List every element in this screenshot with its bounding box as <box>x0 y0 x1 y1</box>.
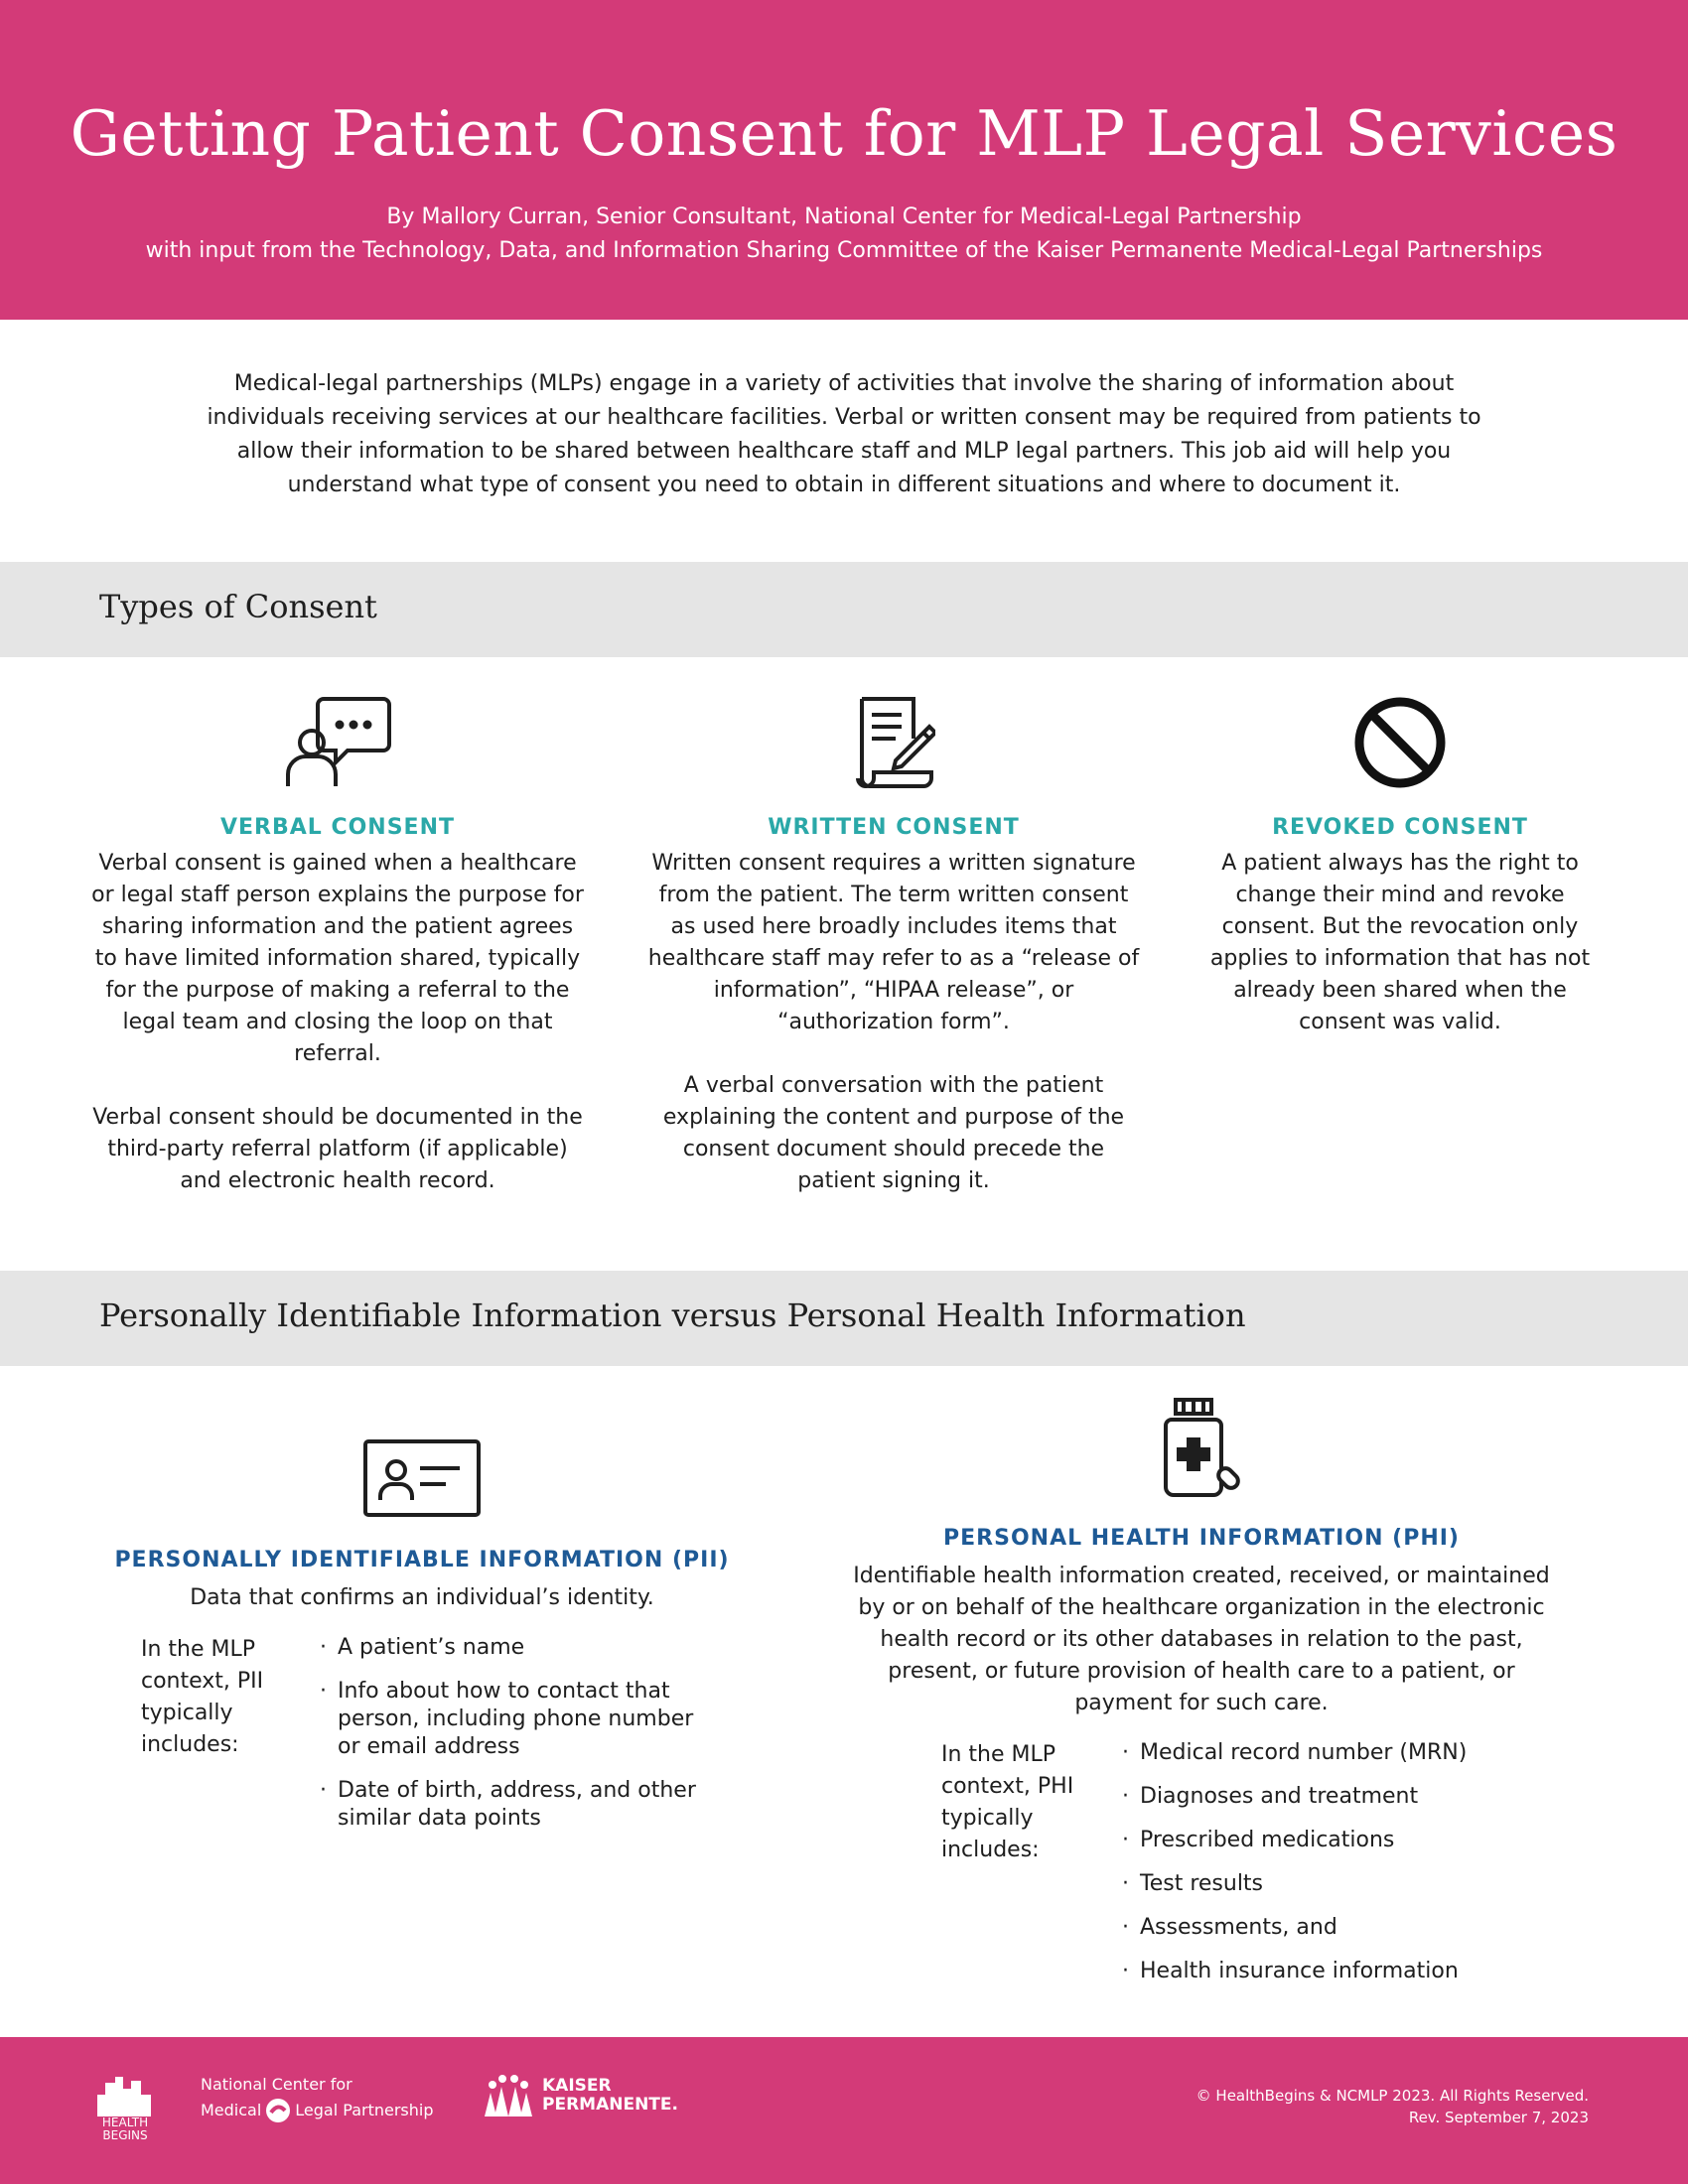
info-section-header <box>0 1271 1688 1366</box>
document-pen-icon <box>852 695 935 790</box>
verbal-consent-text: Verbal consent is gained when a healthcare or legal staff person explains the purpose for sharing information and the patient agrees to have limited information shared, typically for the purpose of making a referral to the legal team and closing the loop on that referral. <box>91 851 584 1066</box>
phi-context <box>844 1739 1559 2001</box>
list-item: · A patient’s name <box>320 1634 717 1662</box>
copyright-text: © HealthBegins & NCMLP 2023. All Rights Reserved. <box>1196 2087 1589 2105</box>
footer-banner <box>0 2037 1688 2184</box>
pii-block <box>109 1410 735 1848</box>
phi-title: PERSONAL HEALTH INFORMATION (PHI) <box>943 1526 1460 1551</box>
phi-block <box>844 1390 1559 2001</box>
info-section-heading: Personally Identifiable Information versus Personal Health Information <box>99 1297 1246 1334</box>
list-item: · Diagnoses and treatment <box>1122 1783 1467 1811</box>
health-begins-logo: HEALTH BEGINS <box>95 2073 155 2142</box>
prohibited-icon <box>1352 695 1448 790</box>
written-consent-text: Written consent requires a written signature from the patient. The term written consent as used here broadly includes items that healthcare staff may refer to as a “release of information”, “HIPAA release”, or “authorization form”. <box>647 851 1140 1034</box>
list-item: · Info about how to contact that person, including phone number or email address <box>320 1678 717 1761</box>
byline <box>0 201 1688 268</box>
medicine-bottle-icon <box>1162 1396 1241 1499</box>
revoked-consent-title: REVOKED CONSENT <box>1272 815 1528 840</box>
verbal-consent-column <box>89 695 586 1197</box>
city-skyline-icon <box>95 2073 155 2116</box>
phi-description: Identifiable health information created, received, or maintained by or on behalf of the healthcare organization in the electronic health record or its other databases in relation to the past, present, or future provision of health care to a patient, or payment for such care. <box>853 1564 1550 1715</box>
intro-paragraph: Medical-legal partnerships (MLPs) engage in a variety of activities that involve the sharing of information about individuals receiving services at our healthcare facilities. Verbal or written consent may be required from patients to allow their information to be shared between healthcare staff and MLP legal partners. This job aid will help you understand what type of consent you need to obtain in different situations and where to document it. <box>207 371 1481 497</box>
byline-contributors: with input from the Technology, Data, and Information Sharing Committee of the Kaiser Permanente Medical-Legal Partnerships <box>145 238 1543 263</box>
pii-list <box>320 1634 717 1848</box>
phi-context-label: In the MLP context, PHI typically includes: <box>941 1742 1074 1862</box>
list-item: · Date of birth, address, and other similar data points <box>320 1777 717 1833</box>
id-card-icon <box>362 1438 482 1518</box>
list-item: · Medical record number (MRN) <box>1122 1739 1467 1767</box>
page-title: Getting Patient Consent for MLP Legal Services <box>70 97 1618 170</box>
types-section-header <box>0 562 1688 657</box>
written-consent-conversation: A verbal conversation with the patient explaining the content and purpose of the consent document should precede the patient signing it. <box>662 1073 1125 1193</box>
speech-person-icon <box>282 695 393 790</box>
list-item: · Health insurance information <box>1122 1958 1467 1985</box>
header-banner <box>0 0 1688 320</box>
revoked-consent-text: A patient always has the right to change their mind and revoke consent. But the revocation only applies to information that has not already been shared when the consent was valid. <box>1209 851 1591 1034</box>
list-item: · Test results <box>1122 1870 1467 1898</box>
byline-author: By Mallory Curran, Senior Consultant, National Center for Medical-Legal Partnership <box>386 205 1302 229</box>
pii-context <box>109 1634 735 1848</box>
pii-context-label: In the MLP context, PII typically includes: <box>141 1637 264 1757</box>
written-consent-title: WRITTEN CONSENT <box>768 815 1020 840</box>
pii-title: PERSONALLY IDENTIFIABLE INFORMATION (PII) <box>114 1548 730 1572</box>
phi-list <box>1122 1739 1467 2001</box>
kaiser-permanente-logo: KAISER PERMANENTE. <box>483 2073 678 2118</box>
partnership-swirl-icon <box>263 2097 293 2124</box>
pii-description: Data that confirms an individual’s identity. <box>190 1585 654 1610</box>
copyright <box>1196 2085 1589 2128</box>
verbal-consent-documentation: Verbal consent should be documented in the third-party referral platform (if applicable) and electronic health record. <box>92 1105 583 1193</box>
list-item: · Assessments, and <box>1122 1914 1467 1942</box>
kp-figures-icon <box>483 2073 534 2118</box>
written-consent-column <box>645 695 1142 1197</box>
revoked-consent-column <box>1201 695 1599 1038</box>
list-item: · Prescribed medications <box>1122 1827 1467 1854</box>
ncmlp-logo: National Center for Medical Legal Partnership <box>201 2073 434 2124</box>
verbal-consent-title: VERBAL CONSENT <box>219 815 456 840</box>
revision-date: Rev. September 7, 2023 <box>1408 2109 1589 2126</box>
types-section-heading: Types of Consent <box>99 588 377 625</box>
